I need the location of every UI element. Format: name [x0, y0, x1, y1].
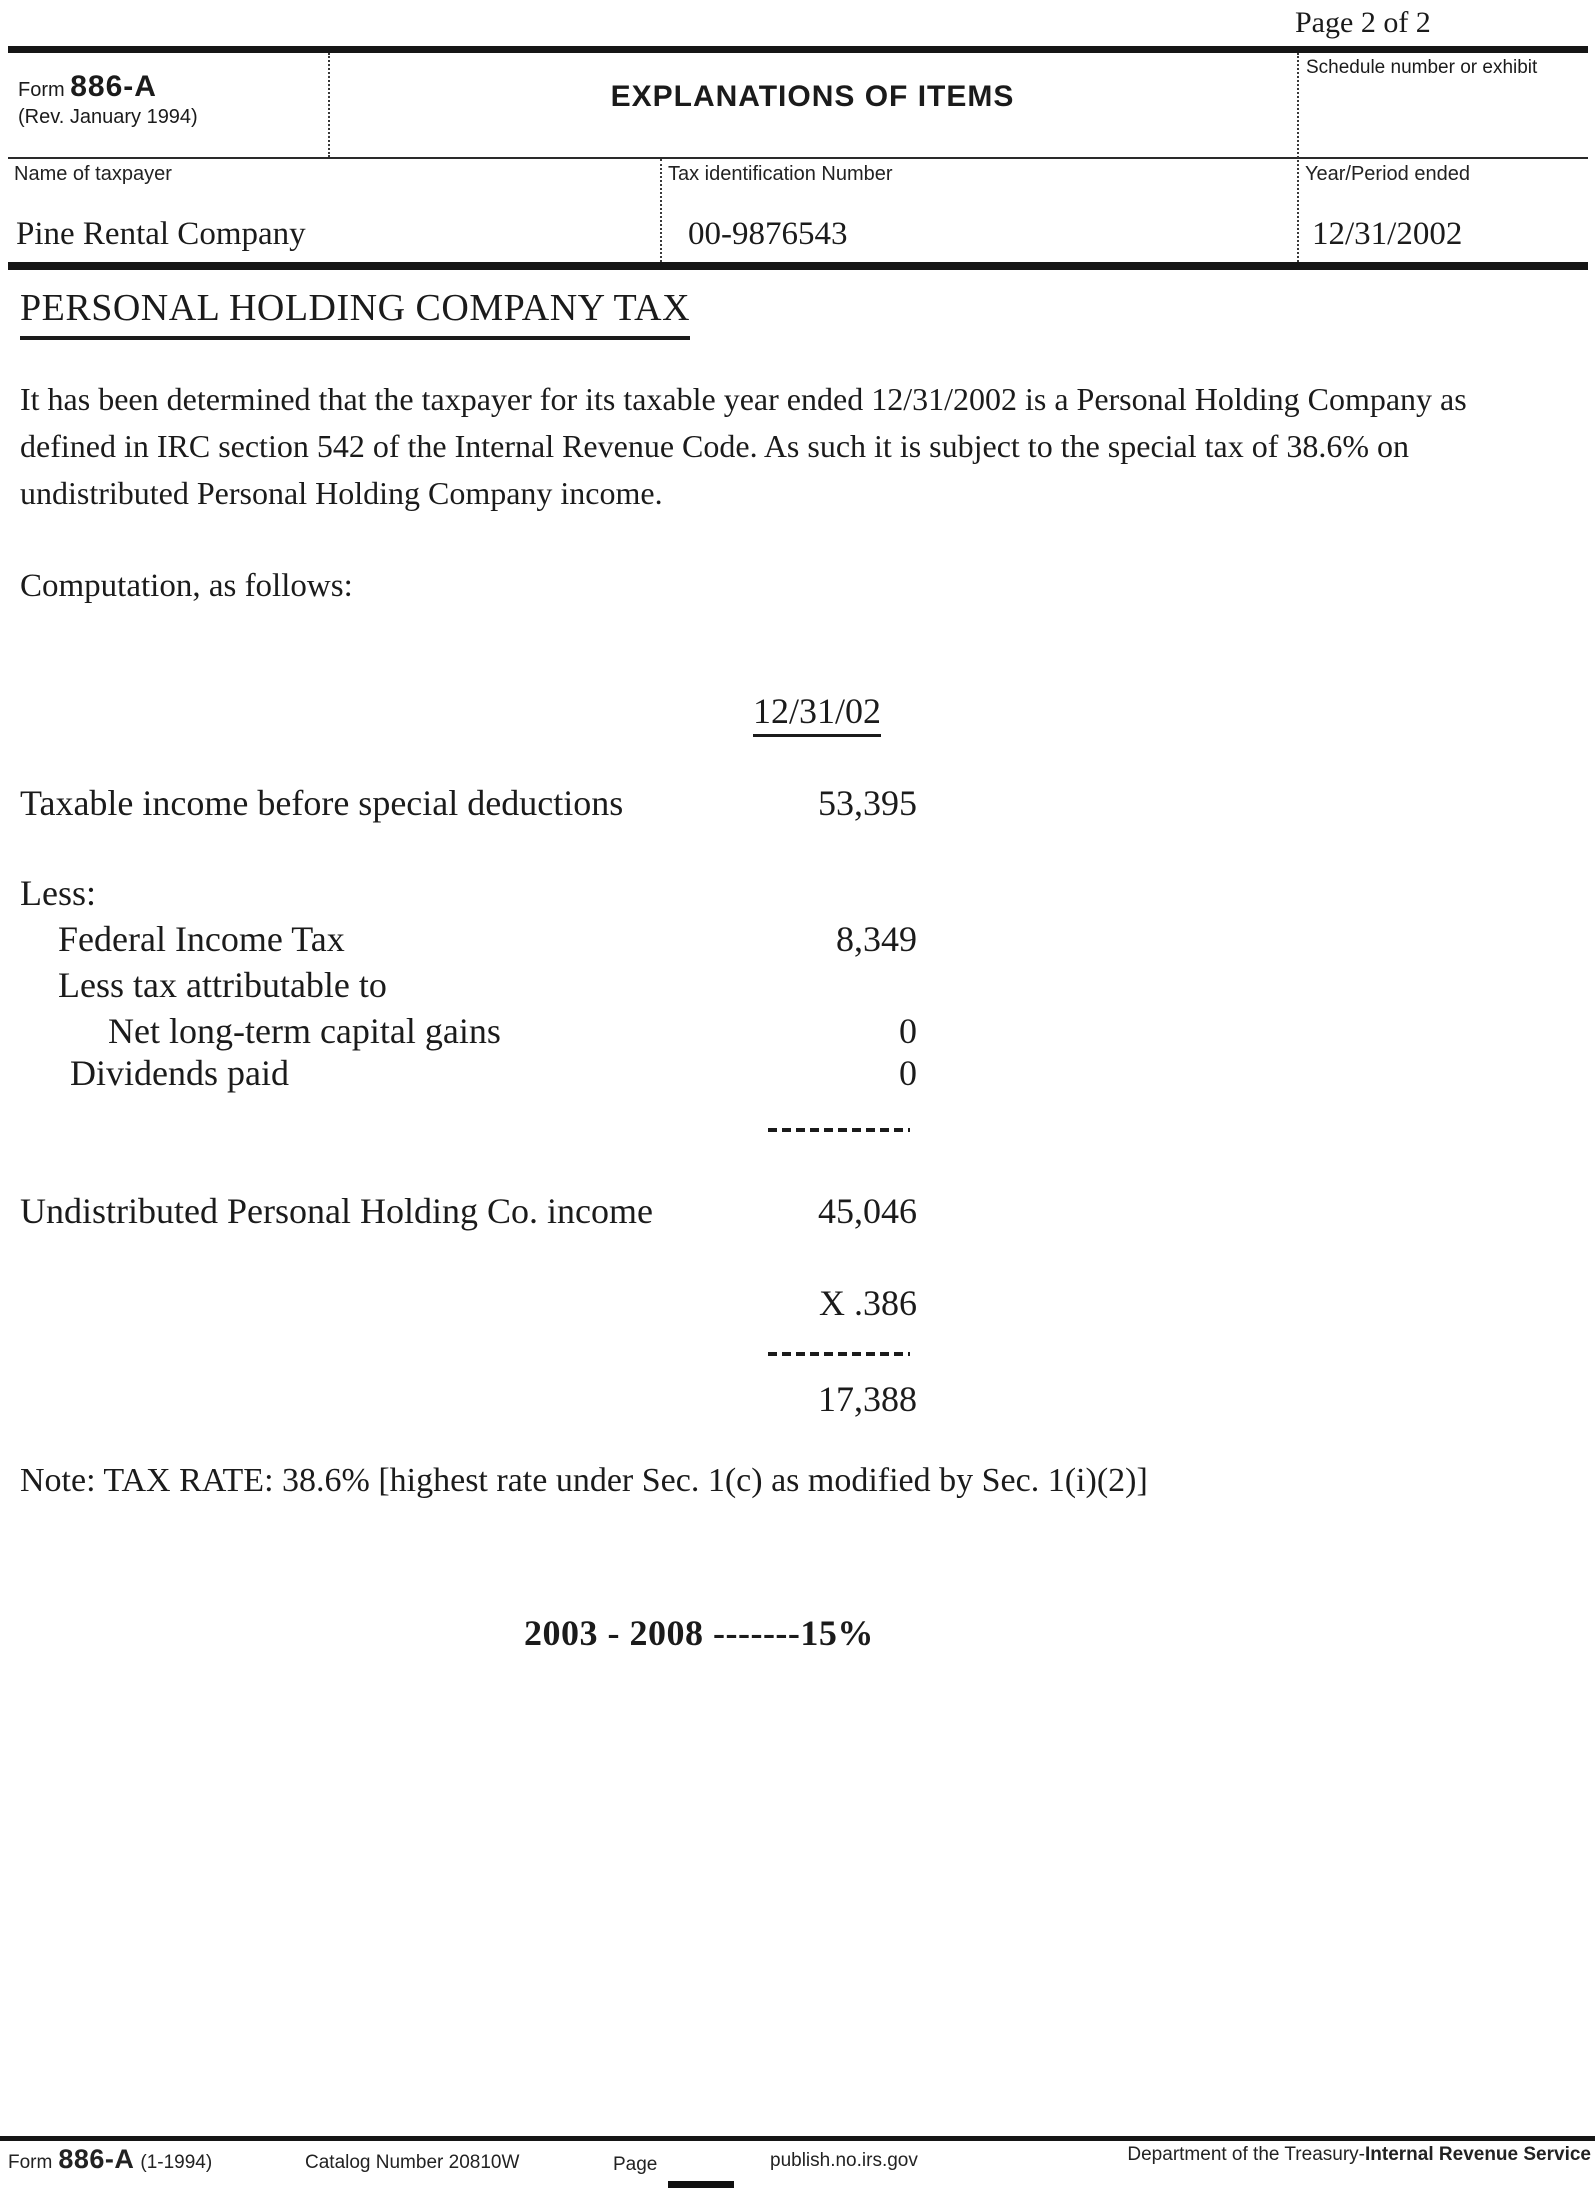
future-rate-line: 2003 - 2008 -------15%: [524, 1613, 874, 1653]
page-number: Page 2 of 2: [1295, 6, 1431, 39]
footer-form-value: 886-A: [58, 2144, 135, 2174]
computation-row-label: Taxable income before special deductions: [20, 783, 624, 823]
footer-dept-irs: Internal Revenue Service: [1365, 2144, 1591, 2165]
column-date: 12/31/02: [753, 691, 881, 737]
redacted-page-number: [668, 2181, 734, 2188]
computation-row-value: 0: [899, 1011, 917, 1051]
header-vertical-divider-3: [660, 159, 662, 262]
computation-row-label: Less:: [20, 873, 96, 913]
total-dashed-rule: [768, 1352, 910, 1356]
form-revision: (Rev. January 1994): [18, 106, 198, 128]
computation-row-label: Undistributed Personal Holding Co. income: [20, 1191, 653, 1231]
computation-row-value: 8,349: [836, 919, 917, 959]
header-bottom-rule: [8, 262, 1588, 270]
footer-publish-url: publish.no.irs.gov: [770, 2150, 918, 2171]
schedule-number-label: Schedule number or exhibit: [1306, 57, 1538, 78]
footer-page-label: Page: [613, 2154, 658, 2175]
computation-row-value: 0: [899, 1053, 917, 1093]
footer-catalog-number: Catalog Number 20810W: [305, 2152, 520, 2173]
footer-form-number: [8, 2144, 212, 2175]
footer-dept-prefix: Department of the Treasury-: [1127, 2144, 1365, 2165]
header-top-rule: [8, 46, 1588, 53]
tax-id-label: Tax identification Number: [668, 163, 893, 185]
footer-form-revision: (1-1994): [140, 2152, 213, 2173]
tax-id-value: 00-9876543: [688, 216, 848, 252]
intro-paragraph: It has been determined that the taxpayer for its taxable year ended 12/31/2002 is a Personal Holding Company as defined in IRC section 542 of the Internal Revenue Code. As such it is subject to the special tax of 38.6% on undistributed Personal Holding Company income.: [20, 381, 1467, 511]
computation-column-header: [753, 690, 881, 732]
computation-row-label: Dividends paid: [70, 1053, 289, 1093]
computation-label: Computation, as follows:: [20, 568, 353, 604]
footer-department: [1127, 2144, 1591, 2166]
taxpayer-name-value: Pine Rental Company: [16, 216, 306, 252]
name-of-taxpayer-label: Name of taxpayer: [14, 163, 172, 185]
computation-row-label: Federal Income Tax: [58, 919, 345, 959]
tax-total-value: 17,388: [818, 1379, 917, 1419]
computation-row-label: Less tax attributable to: [58, 965, 387, 1005]
computation-row-value: 53,395: [818, 783, 917, 823]
form-label: Form: [18, 79, 65, 101]
footer-form-label: Form: [8, 2152, 53, 2173]
header-row-divider: [8, 157, 1588, 159]
form-number-cell: [18, 70, 157, 104]
section-heading: PERSONAL HOLDING COMPANY TAX: [20, 286, 690, 340]
form-title: EXPLANATIONS OF ITEMS: [610, 80, 1015, 113]
form-number: 886-A: [70, 70, 157, 103]
footer-rule: [0, 2136, 1595, 2141]
computation-row-value: 45,046: [818, 1191, 917, 1231]
subtotal-dashed-rule: [768, 1128, 910, 1132]
computation-row-label: Net long-term capital gains: [108, 1011, 501, 1051]
multiplier-value: X .386: [819, 1283, 917, 1323]
header-vertical-divider-2: [1297, 53, 1299, 262]
year-period-label: Year/Period ended: [1305, 163, 1470, 185]
tax-rate-note: Note: TAX RATE: 38.6% [highest rate under Sec. 1(c) as modified by Sec. 1(i)(2)]: [20, 1462, 1148, 1499]
year-period-value: 12/31/2002: [1312, 216, 1463, 252]
